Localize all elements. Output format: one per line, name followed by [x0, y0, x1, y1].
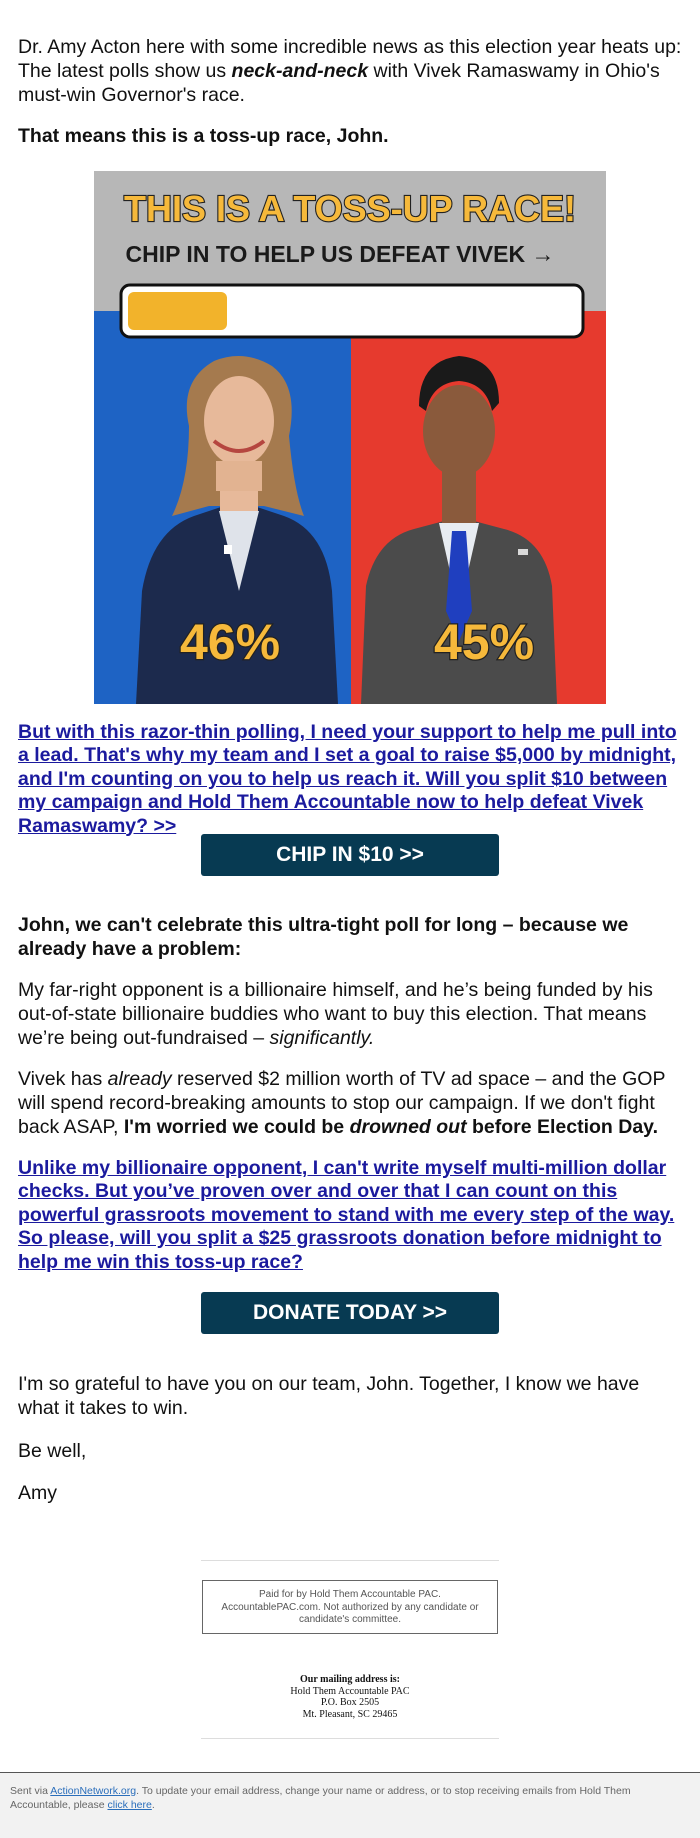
unsubscribe-link[interactable]: click here: [107, 1798, 152, 1811]
opponent-text: My far-right opponent is a billionaire himself, and he’s being funded by his out-of-state billionaire buddies who want to buy this election. That means we’re being out-fundraised –: [18, 979, 653, 1049]
intro-text: Dr. Amy Acton here with some incredible news as this election year heats up: The latest polls show us: [18, 36, 682, 82]
hero-subheadline: CHIP IN TO HELP US DEFEAT VIVEK →: [125, 241, 555, 267]
tv-worried: I'm worried we could be: [123, 1115, 350, 1138]
actionnetwork-link[interactable]: ActionNetwork.org: [50, 1785, 137, 1797]
footer-sent-via: Sent via: [10, 1785, 51, 1797]
mailing-line-3: Mt. Pleasant, SC 29465: [302, 1708, 398, 1720]
footer-text: . To update your email address, change your name or address, or to stop receiving emails from Hold Them Accountable, please: [10, 1785, 631, 1811]
opponent-paragraph: [18, 979, 682, 1050]
signoff: Be well,: [18, 1440, 87, 1462]
grateful-paragraph: I'm so grateful to have you on our team, John. Together, I know we have what it takes to win.: [18, 1373, 640, 1419]
divider-top: [201, 1560, 499, 1561]
right-poll-percentage: 45%: [433, 614, 535, 670]
appeal-paragraph-2: [18, 1157, 682, 1274]
tv-already: already: [107, 1068, 172, 1090]
appeal-link-2[interactable]: Unlike my billionaire opponent, I can't write myself multi-million dollar checks. But you’ve proven over and over that I can count on this powerful grassroots movement to stand with me every step of the way. So please, will you split a $25 grassroots donation before midnight to help me win this toss-up race?: [18, 1157, 675, 1273]
divider-bottom: [201, 1738, 499, 1739]
mailing-address: [200, 1674, 500, 1720]
tv-drowned-out: drowned out: [349, 1115, 467, 1138]
progress-fill: [128, 292, 227, 330]
intro-paragraph: [18, 36, 682, 107]
appeal-paragraph-1: [18, 721, 682, 838]
footer: [0, 1772, 700, 1838]
chip-in-button[interactable]: CHIP IN $10 >>: [201, 834, 499, 876]
intro-text-end: with Vivek Ramaswamy in Ohio's must-win Governor's race.: [18, 59, 660, 106]
donate-today-button[interactable]: DONATE TODAY >>: [201, 1292, 499, 1334]
hero-image-link[interactable]: [94, 171, 606, 704]
tv-paragraph: [18, 1068, 682, 1139]
tv-text-1: Vivek has: [18, 1068, 108, 1090]
mailing-heading: Our mailing address is:: [300, 1674, 400, 1685]
left-poll-percentage: 46%: [179, 614, 281, 670]
problem-paragraph: John, we can't celebrate this ultra-tight poll for long – because we already have a problem:: [18, 914, 629, 960]
tv-text-2: reserved $2 million worth of TV ad space – and the GOP will spend record-breaking amounts to stop our campaign. If we don't fight back ASAP,: [18, 1068, 666, 1138]
appeal-link-1[interactable]: But with this razor-thin polling, I need your support to help me pull into a lead. That's why my team and I set a goal to raise $5,000 by midnight, and I'm counting on you to help us reach it. Will you split $10 between my campaign and Hold Them Accountable now to help defeat Vivek Ramaswamy? >>: [18, 721, 677, 837]
mailing-line-2: P.O. Box 2505: [320, 1697, 380, 1708]
tossup-line: That means this is a toss-up race, John.: [18, 125, 389, 147]
mailing-line-1: Hold Them Accountable PAC: [290, 1685, 410, 1697]
tv-before-election: before Election Day.: [466, 1115, 659, 1138]
footer-end: .: [151, 1798, 155, 1811]
hero-graphic: [94, 171, 606, 704]
disclaimer-box: Paid for by Hold Them Accountable PAC. AccountablePAC.com. Not authorized by any candidate or candidate's committee.: [202, 1580, 498, 1634]
signature: Amy: [18, 1482, 57, 1504]
opponent-emphasis: significantly.: [269, 1026, 375, 1049]
intro-emphasis: neck-and-neck: [231, 59, 369, 82]
hero-headline: THIS IS A TOSS-UP RACE!: [123, 188, 577, 229]
